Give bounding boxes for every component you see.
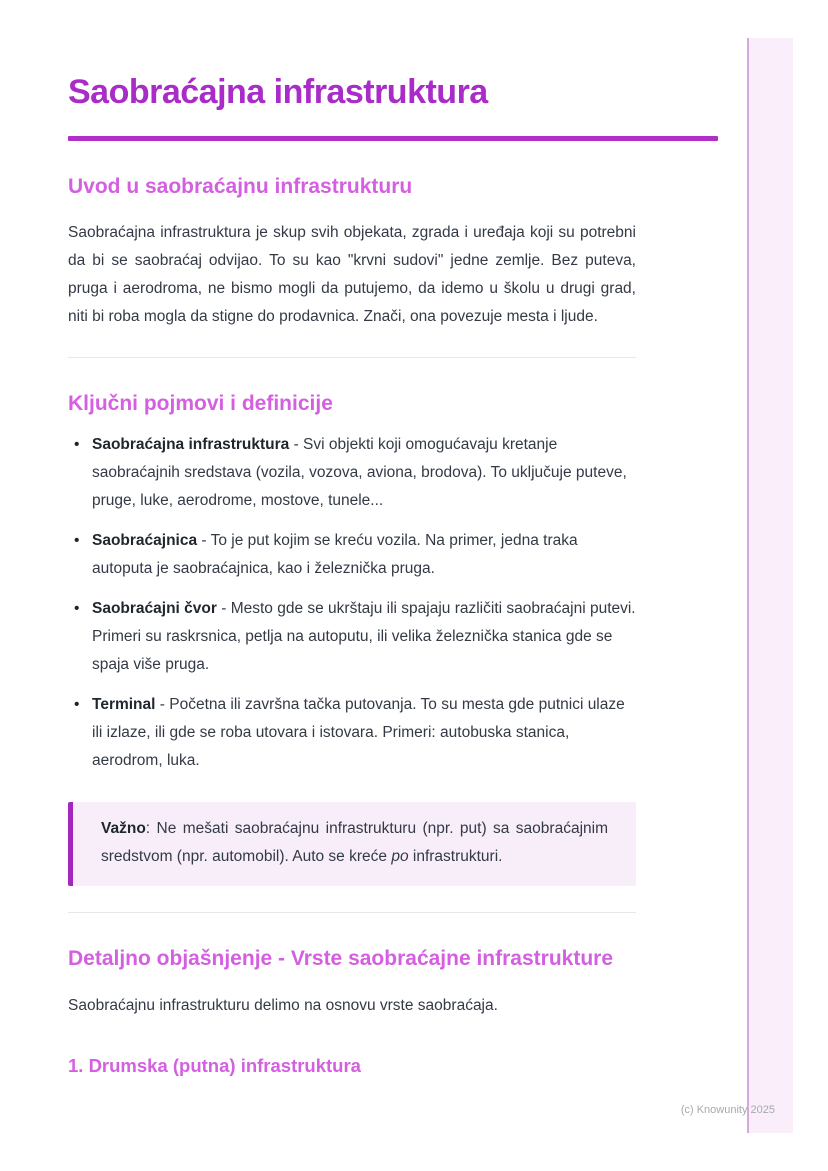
section-heading-intro: Uvod u saobraćajnu infrastrukturu	[68, 174, 413, 198]
term-label: Saobraćajnica	[92, 532, 198, 550]
term-definition: - To je put kojim se kreću vozila. Na primer, jedna traka autoputa je saobraćajnica, kao i železnička pruga.	[92, 532, 578, 578]
term-label: Terminal	[92, 696, 156, 714]
page-edge-strip	[747, 38, 793, 1133]
section-divider	[68, 912, 636, 913]
term-definition: - Svi objekti koji omogućavaju kretanje saobraćajnih sredstava (vozila, vozova, aviona, brodova). To uključuje puteve, pruge, luke, aerodrome, mostove, tunele...	[92, 436, 627, 510]
subsection-heading-drumska: 1. Drumska (putna) infrastruktura	[68, 1054, 361, 1076]
terms-list	[68, 431, 636, 775]
list-item	[68, 527, 636, 583]
bullet-icon: •	[74, 532, 80, 550]
callout-body-end: infrastrukturi.	[408, 848, 503, 866]
section-divider	[68, 357, 636, 358]
bullet-icon: •	[74, 600, 80, 618]
callout-label: Važno	[101, 820, 146, 838]
document-content	[68, 0, 718, 1078]
footer-watermark: (c) Knowunity 2025	[680, 1104, 775, 1116]
callout-body-start: : Ne mešati saobraćajnu infrastrukturu (npr. put) sa saobraćajnim sredstvom (npr. automobil). Auto se kreće	[101, 820, 608, 866]
page-title: Saobraćajna infrastruktura	[68, 73, 488, 111]
intro-paragraph: Saobraćajna infrastruktura je skup svih objekata, zgrada i uređaja koji su potrebni da bi se saobraćaj odvijao. To su kao "krvni sudovi" jedne zemlje. Bez puteva, pruga i aerodroma, ne bismo mogli da putujemo, da idemo u školu u drugi grad, niti bi roba mogla da stigne do prodavnica. Znači, ona povezuje mesta i ljude.	[68, 224, 636, 326]
main-column	[68, 173, 636, 1078]
term-definition: - Mesto gde se ukrštaju ili spajaju različiti saobraćajni putevi. Primeri su raskrsnica, petlja na autoputu, ili velika železnička stanica gde se spaja više pruga.	[92, 600, 636, 674]
detail-paragraph: Saobraćajnu infrastrukturu delimo na osnovu vrste saobraćaja.	[68, 996, 498, 1014]
term-label: Saobraćajni čvor	[92, 600, 217, 618]
bullet-icon: •	[74, 436, 80, 454]
section-heading-terms: Ključni pojmovi i definicije	[68, 392, 333, 416]
term-label: Saobraćajna infrastruktura	[92, 436, 290, 454]
section-heading-detail: Detaljno objašnjenje - Vrste saobraćajne infrastrukture	[68, 947, 614, 971]
bullet-icon: •	[74, 696, 80, 714]
callout-italic-word: po	[391, 848, 409, 866]
list-item	[68, 431, 636, 515]
list-item	[68, 691, 636, 775]
list-item	[68, 595, 636, 679]
callout-text	[101, 815, 608, 871]
term-definition: - Početna ili završna tačka putovanja. To su mesta gde putnici ulaze ili izlaze, ili gde se roba utovara i istovara. Primeri: autobuska stanica, aerodrom, luka.	[92, 696, 625, 770]
title-underline	[68, 136, 718, 141]
important-callout	[68, 802, 636, 886]
